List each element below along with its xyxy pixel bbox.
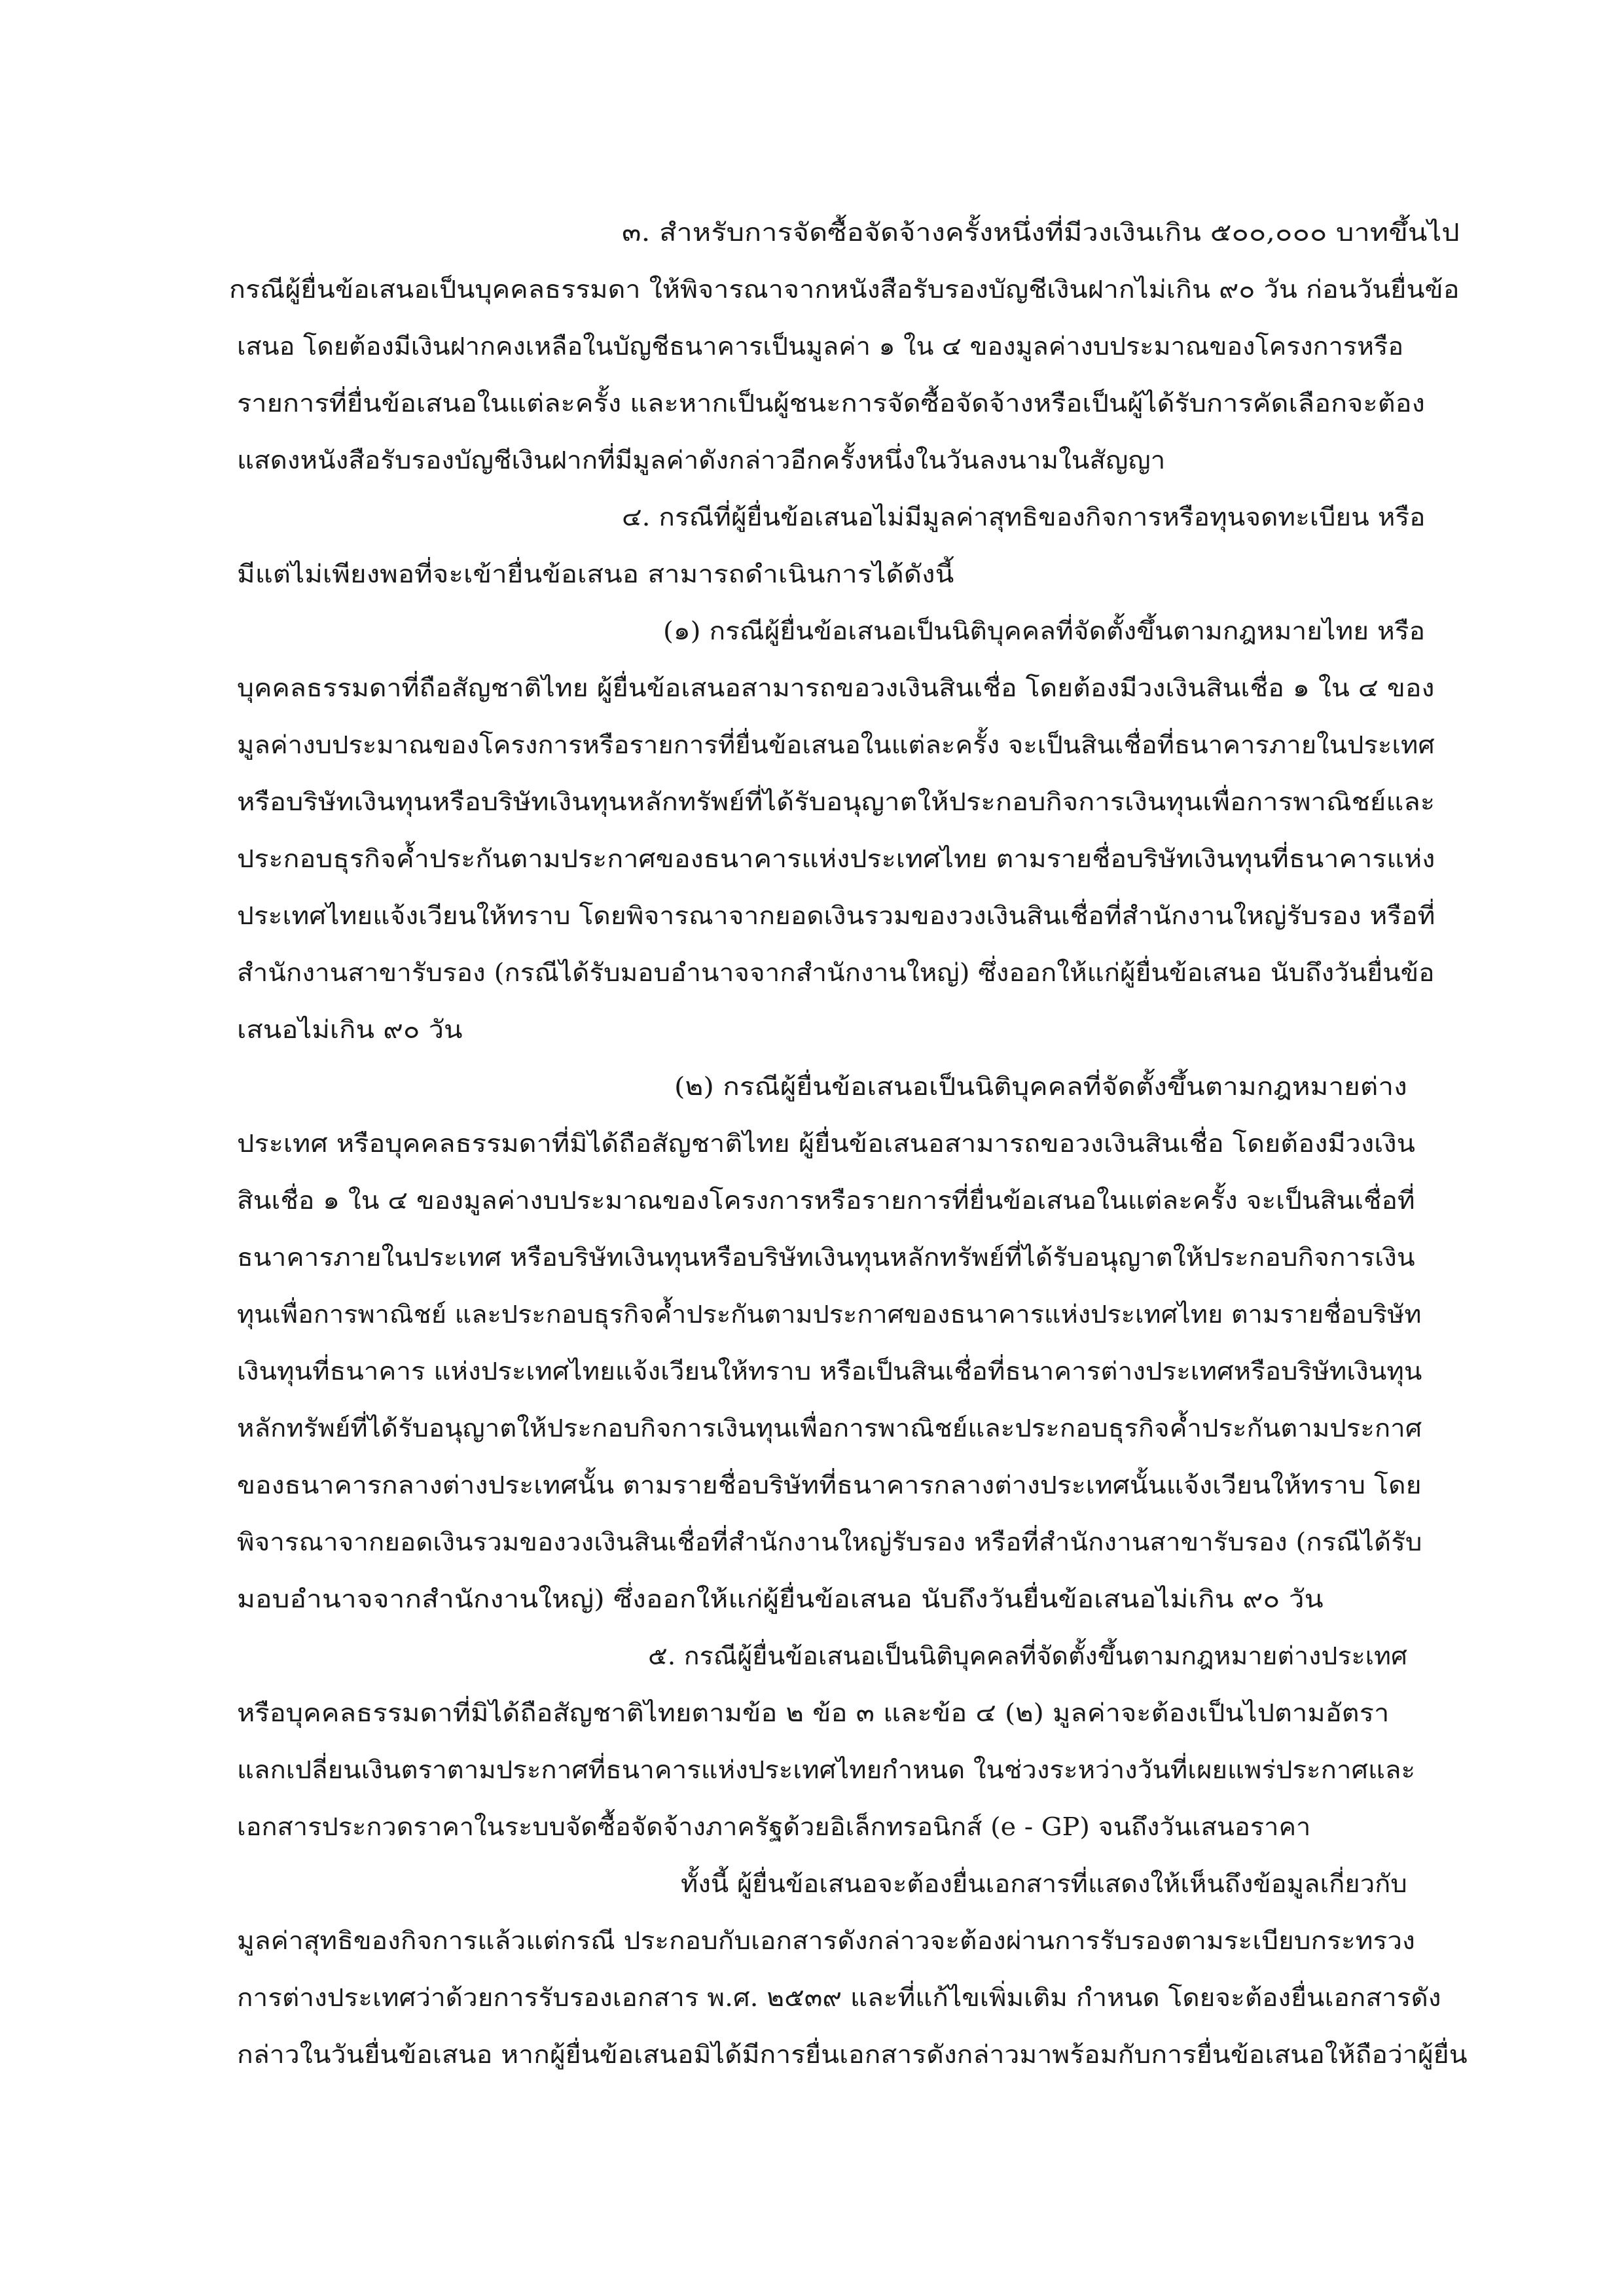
text-line: มูลค่าสุทธิของกิจการแล้วแต่กรณี ประกอบกับเอกสารดังกล่าวจะต้องผ่านการรับรองตามระเบียบกระทรวง <box>237 1926 1415 1955</box>
text-line: เสนอไม่เกิน ๙๐ วัน <box>237 1015 463 1044</box>
text-line: สำนักงานสาขารับรอง (กรณีได้รับมอบอำนาจจากสำนักงานใหญ่) ซึ่งออกให้แก่ผู้ยื่นข้อเสนอ นับถึงวันยื่นข้อ <box>237 958 1435 987</box>
text-line: ๕. กรณีผู้ยื่นข้อเสนอเป็นนิติบุคคลที่จัดตั้งขึ้นตามกฎหมายต่างประเทศ <box>648 1641 1407 1670</box>
text-line: สินเชื่อ ๑ ใน ๔ ของมูลค่างบประมาณของโครงการหรือรายการที่ยื่นข้อเสนอในแต่ละครั้ง จะเป็นสินเชื่อที่ <box>237 1186 1415 1215</box>
text-line: ๔. กรณีที่ผู้ยื่นข้อเสนอไม่มีมูลค่าสุทธิของกิจการหรือทุนจดทะเบียน หรือ <box>622 503 1426 531</box>
text-line: บุคคลธรรมดาที่ถือสัญชาติไทย ผู้ยื่นข้อเสนอสามารถขอวงเงินสินเชื่อ โดยต้องมีวงเงินสินเชื่อ ๑ ใน ๔ ของ <box>237 673 1435 702</box>
text-line: ทั้งนี้ ผู้ยื่นข้อเสนอจะต้องยื่นเอกสารที่แสดงให้เห็นถึงข้อมูลเกี่ยวกับ <box>681 1869 1407 1898</box>
text-line: ๓. สำหรับการจัดซื้อจัดจ้างครั้งหนึ่งที่มีวงเงินเกิน ๕๐๐,๐๐๐ บาทขึ้นไป <box>622 218 1460 247</box>
text-line: แลกเปลี่ยนเงินตราตามประกาศที่ธนาคารแห่งประเทศไทยกำหนด ในช่วงระหว่างวันที่เผยแพร่ประกาศและ <box>237 1755 1416 1784</box>
text-line: ของธนาคารกลางต่างประเทศนั้น ตามรายชื่อบริษัทที่ธนาคารกลางต่างประเทศนั้นแจ้งเวียนให้ทราบ โดย <box>237 1471 1422 1499</box>
text-line: (๑) กรณีผู้ยื่นข้อเสนอเป็นนิติบุคคลที่จัดตั้งขึ้นตามกฎหมายไทย หรือ <box>663 617 1426 645</box>
text-line: มูลค่างบประมาณของโครงการหรือรายการที่ยื่นข้อเสนอในแต่ละครั้ง จะเป็นสินเชื่อที่ธนาคารภายในประเทศ <box>237 730 1435 759</box>
text-line: หรือบุคคลธรรมดาที่มิได้ถือสัญชาติไทยตามข้อ ๒ ข้อ ๓ และข้อ ๔ (๒) มูลค่าจะต้องเป็นไปตามอัตรา <box>237 1698 1390 1727</box>
text-line: ประเทศไทยแจ้งเวียนให้ทราบ โดยพิจารณาจากยอดเงินรวมของวงเงินสินเชื่อที่สำนักงานใหญ่รับรอง หรือที่ <box>237 901 1435 930</box>
text-line: เอกสารประกวดราคาในระบบจัดซื้อจัดจ้างภาครัฐด้วยอิเล็กทรอนิกส์ (e - GP) จนถึงวันเสนอราคา <box>237 1812 1311 1841</box>
text-line: หลักทรัพย์ที่ได้รับอนุญาตให้ประกอบกิจการเงินทุนเพื่อการพาณิชย์และประกอบธุรกิจค้ำประกันตามประกาศ <box>237 1414 1422 1443</box>
text-line: แสดงหนังสือรับรองบัญชีเงินฝากที่มีมูลค่าดังกล่าวอีกครั้งหนึ่งในวันลงนามในสัญญา <box>237 446 1166 475</box>
text-line: ทุนเพื่อการพาณิชย์ และประกอบธุรกิจค้ำประกันตามประกาศของธนาคารแห่งประเทศไทย ตามรายชื่อบริษัท <box>237 1300 1422 1329</box>
text-line: รายการที่ยื่นข้อเสนอในแต่ละครั้ง และหากเป็นผู้ชนะการจัดซื้อจัดจ้างหรือเป็นผู้ได้รับการคัดเลือกจะต้อง <box>237 389 1425 418</box>
text-line: ประเทศ หรือบุคคลธรรมดาที่มิได้ถือสัญชาติไทย ผู้ยื่นข้อเสนอสามารถขอวงเงินสินเชื่อ โดยต้องมีวงเงิน <box>237 1129 1415 1158</box>
text-line: กล่าวในวันยื่นข้อเสนอ หากผู้ยื่นข้อเสนอมิได้มีการยื่นเอกสารดังกล่าวมาพร้อมกับการยื่นข้อเสนอให้ถือว่าผู้ยื่น <box>237 2040 1468 2069</box>
text-line: หรือบริษัทเงินทุนหรือบริษัทเงินทุนหลักทรัพย์ที่ได้รับอนุญาตให้ประกอบกิจการเงินทุนเพื่อการพาณิชย์และ <box>237 787 1435 816</box>
text-line: การต่างประเทศว่าด้วยการรับรองเอกสาร พ.ศ. ๒๕๓๙ และที่แก้ไขเพิ่มเติม กำหนด โดยจะต้องยื่นเอกสารดัง <box>237 1983 1441 2012</box>
text-line: มอบอำนาจจากสำนักงานใหญ่) ซึ่งออกให้แก่ผู้ยื่นข้อเสนอ นับถึงวันยื่นข้อเสนอไม่เกิน ๙๐ วัน <box>237 1585 1324 1613</box>
text-line: พิจารณาจากยอดเงินรวมของวงเงินสินเชื่อที่สำนักงานใหญ่รับรอง หรือที่สำนักงานสาขารับรอง (กรณีได้รับ <box>237 1528 1422 1556</box>
text-line: เสนอ โดยต้องมีเงินฝากคงเหลือในบัญชีธนาคารเป็นมูลค่า ๑ ใน ๔ ของมูลค่างบประมาณของโครงการหรือ <box>237 332 1404 361</box>
text-line: มีแต่ไม่เพียงพอที่จะเข้ายื่นข้อเสนอ สามารถดำเนินการได้ดังนี้ <box>237 560 954 588</box>
text-line: ธนาคารภายในประเทศ หรือบริษัทเงินทุนหรือบริษัทเงินทุนหลักทรัพย์ที่ได้รับอนุญาตให้ประกอบกิจการเงิน <box>237 1243 1415 1272</box>
text-line: (๒) กรณีผู้ยื่นข้อเสนอเป็นนิติบุคคลที่จัดตั้งขึ้นตามกฎหมายต่าง <box>674 1072 1407 1101</box>
text-line: กรณีผู้ยื่นข้อเสนอเป็นบุคคลธรรมดา ให้พิจารณาจากหนังสือรับรองบัญชีเงินฝากไม่เกิน ๙๐ วัน ก่อนวันยื่นข้อ <box>229 275 1460 304</box>
text-line: เงินทุนที่ธนาคาร แห่งประเทศไทยแจ้งเวียนให้ทราบ หรือเป็นสินเชื่อที่ธนาคารต่างประเทศหรือบริษัทเงินทุน <box>237 1357 1422 1386</box>
text-line: ประกอบธุรกิจค้ำประกันตามประกาศของธนาคารแห่งประเทศไทย ตามรายชื่อบริษัทเงินทุนที่ธนาคารแห่ง <box>237 844 1435 873</box>
